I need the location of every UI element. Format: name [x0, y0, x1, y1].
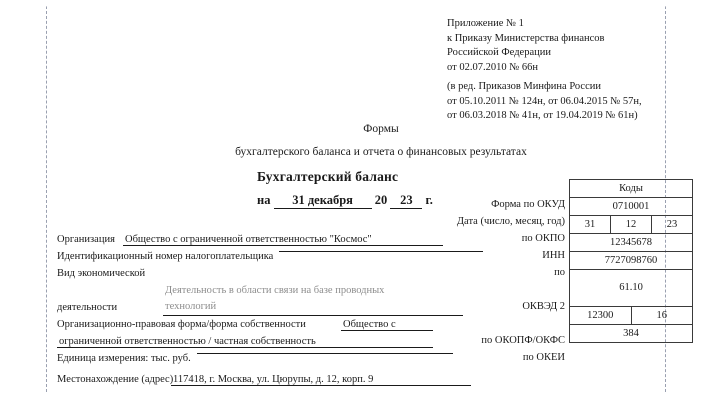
codes-okopf-row: [570, 307, 692, 325]
activity-value-line1[interactable]: Деятельность в области связи на базе проводных: [165, 285, 385, 296]
po-label: по: [554, 267, 565, 278]
appendix-line-6: от 06.03.2018 № 41н, от 19.04.2019 № 61н): [447, 110, 638, 121]
codes-okei-row: [570, 325, 692, 342]
codes-okved-row: [570, 270, 692, 307]
forms-title-line2: бухгалтерского баланса и отчета о финансовых результатах: [235, 146, 527, 158]
appendix-line-3: от 02.07.2010 № 66н: [447, 61, 538, 73]
codes-okud-row: [570, 198, 692, 216]
okved-value[interactable]: 61.10: [619, 282, 643, 293]
appendix-line-2: Российской Федерации: [447, 47, 551, 58]
date-month-cell[interactable]: 12: [611, 216, 652, 233]
codes-inn-row: [570, 252, 692, 270]
appendix-line-5: от 05.10.2011 № 124н, от 06.04.2015 № 57н,: [447, 95, 642, 107]
date-year-field[interactable]: 23: [390, 193, 422, 209]
legal-form-label: Организационно-правовая форма/форма собственности: [57, 319, 306, 330]
okfs-value[interactable]: 16: [656, 310, 667, 321]
okved-label: ОКВЭД 2: [522, 301, 565, 312]
appendix-line-0: Приложение № 1: [447, 18, 524, 29]
okpo-label: по ОКПО: [521, 233, 565, 244]
unit-label: Единица измерения: тыс. руб.: [57, 353, 191, 364]
appendix-line-4: (в ред. Приказов Минфина России: [447, 81, 601, 92]
page-title: Бухгалтерский баланс: [257, 169, 399, 184]
document-page: [46, 6, 678, 392]
codes-table: [569, 179, 693, 343]
inn-field[interactable]: [279, 251, 483, 252]
okei-value[interactable]: 384: [623, 328, 639, 339]
codes-date-row: [570, 216, 692, 234]
date-suffix: г.: [425, 193, 433, 207]
date-day-cell[interactable]: 31: [570, 216, 611, 233]
okpo-value[interactable]: 12345678: [610, 237, 652, 248]
activity-label-line2: деятельности: [57, 302, 118, 313]
inn-label: ИНН: [542, 250, 565, 261]
activity-field-underline[interactable]: [163, 302, 463, 316]
okud-value[interactable]: 0710001: [612, 201, 650, 212]
date-prefix: на: [257, 193, 271, 207]
okei-label: по ОКЕИ: [522, 352, 565, 363]
unit-field[interactable]: [197, 353, 453, 354]
okopf-okfs-label: по ОКОПФ/ОКФС: [481, 335, 565, 346]
location-label: Местонахождение (адрес): [57, 374, 174, 385]
organization-field[interactable]: Общество с ограниченной ответственностью "Космос": [123, 234, 443, 246]
okud-label: Форма по ОКУД: [491, 199, 565, 210]
appendix-line-1: к Приказу Министерства финансов: [447, 32, 605, 44]
codes-okpo-row: [570, 234, 692, 252]
codes-header-cell: Коды: [619, 183, 643, 194]
codes-header-row: [570, 180, 692, 198]
activity-label-line1: Вид экономической: [57, 268, 146, 279]
organization-label: Организация: [57, 234, 115, 245]
location-field[interactable]: 117418, г. Москва, ул. Цюрупы, д. 12, корп. 9: [171, 374, 471, 386]
legal-form-field-2[interactable]: ограниченной ответственностью / частная собственность: [57, 336, 433, 348]
legal-form-field-1[interactable]: Общество с: [341, 319, 433, 331]
forms-title-line1: Формы: [363, 123, 399, 135]
appendix-header: [447, 17, 714, 124]
date-label: Дата (число, месяц, год): [456, 216, 565, 227]
date-day-month-field[interactable]: 31 декабря: [274, 193, 372, 209]
okopf-value[interactable]: 12300: [570, 307, 632, 324]
inn-value[interactable]: 7727098760: [604, 255, 658, 266]
activity-value-line2[interactable]: технологий: [165, 301, 217, 312]
date-year-prefix: 20: [374, 193, 388, 207]
inn-text-label: Идентификационный номер налогоплательщика: [57, 251, 274, 262]
date-year-cell[interactable]: 23: [666, 219, 678, 230]
